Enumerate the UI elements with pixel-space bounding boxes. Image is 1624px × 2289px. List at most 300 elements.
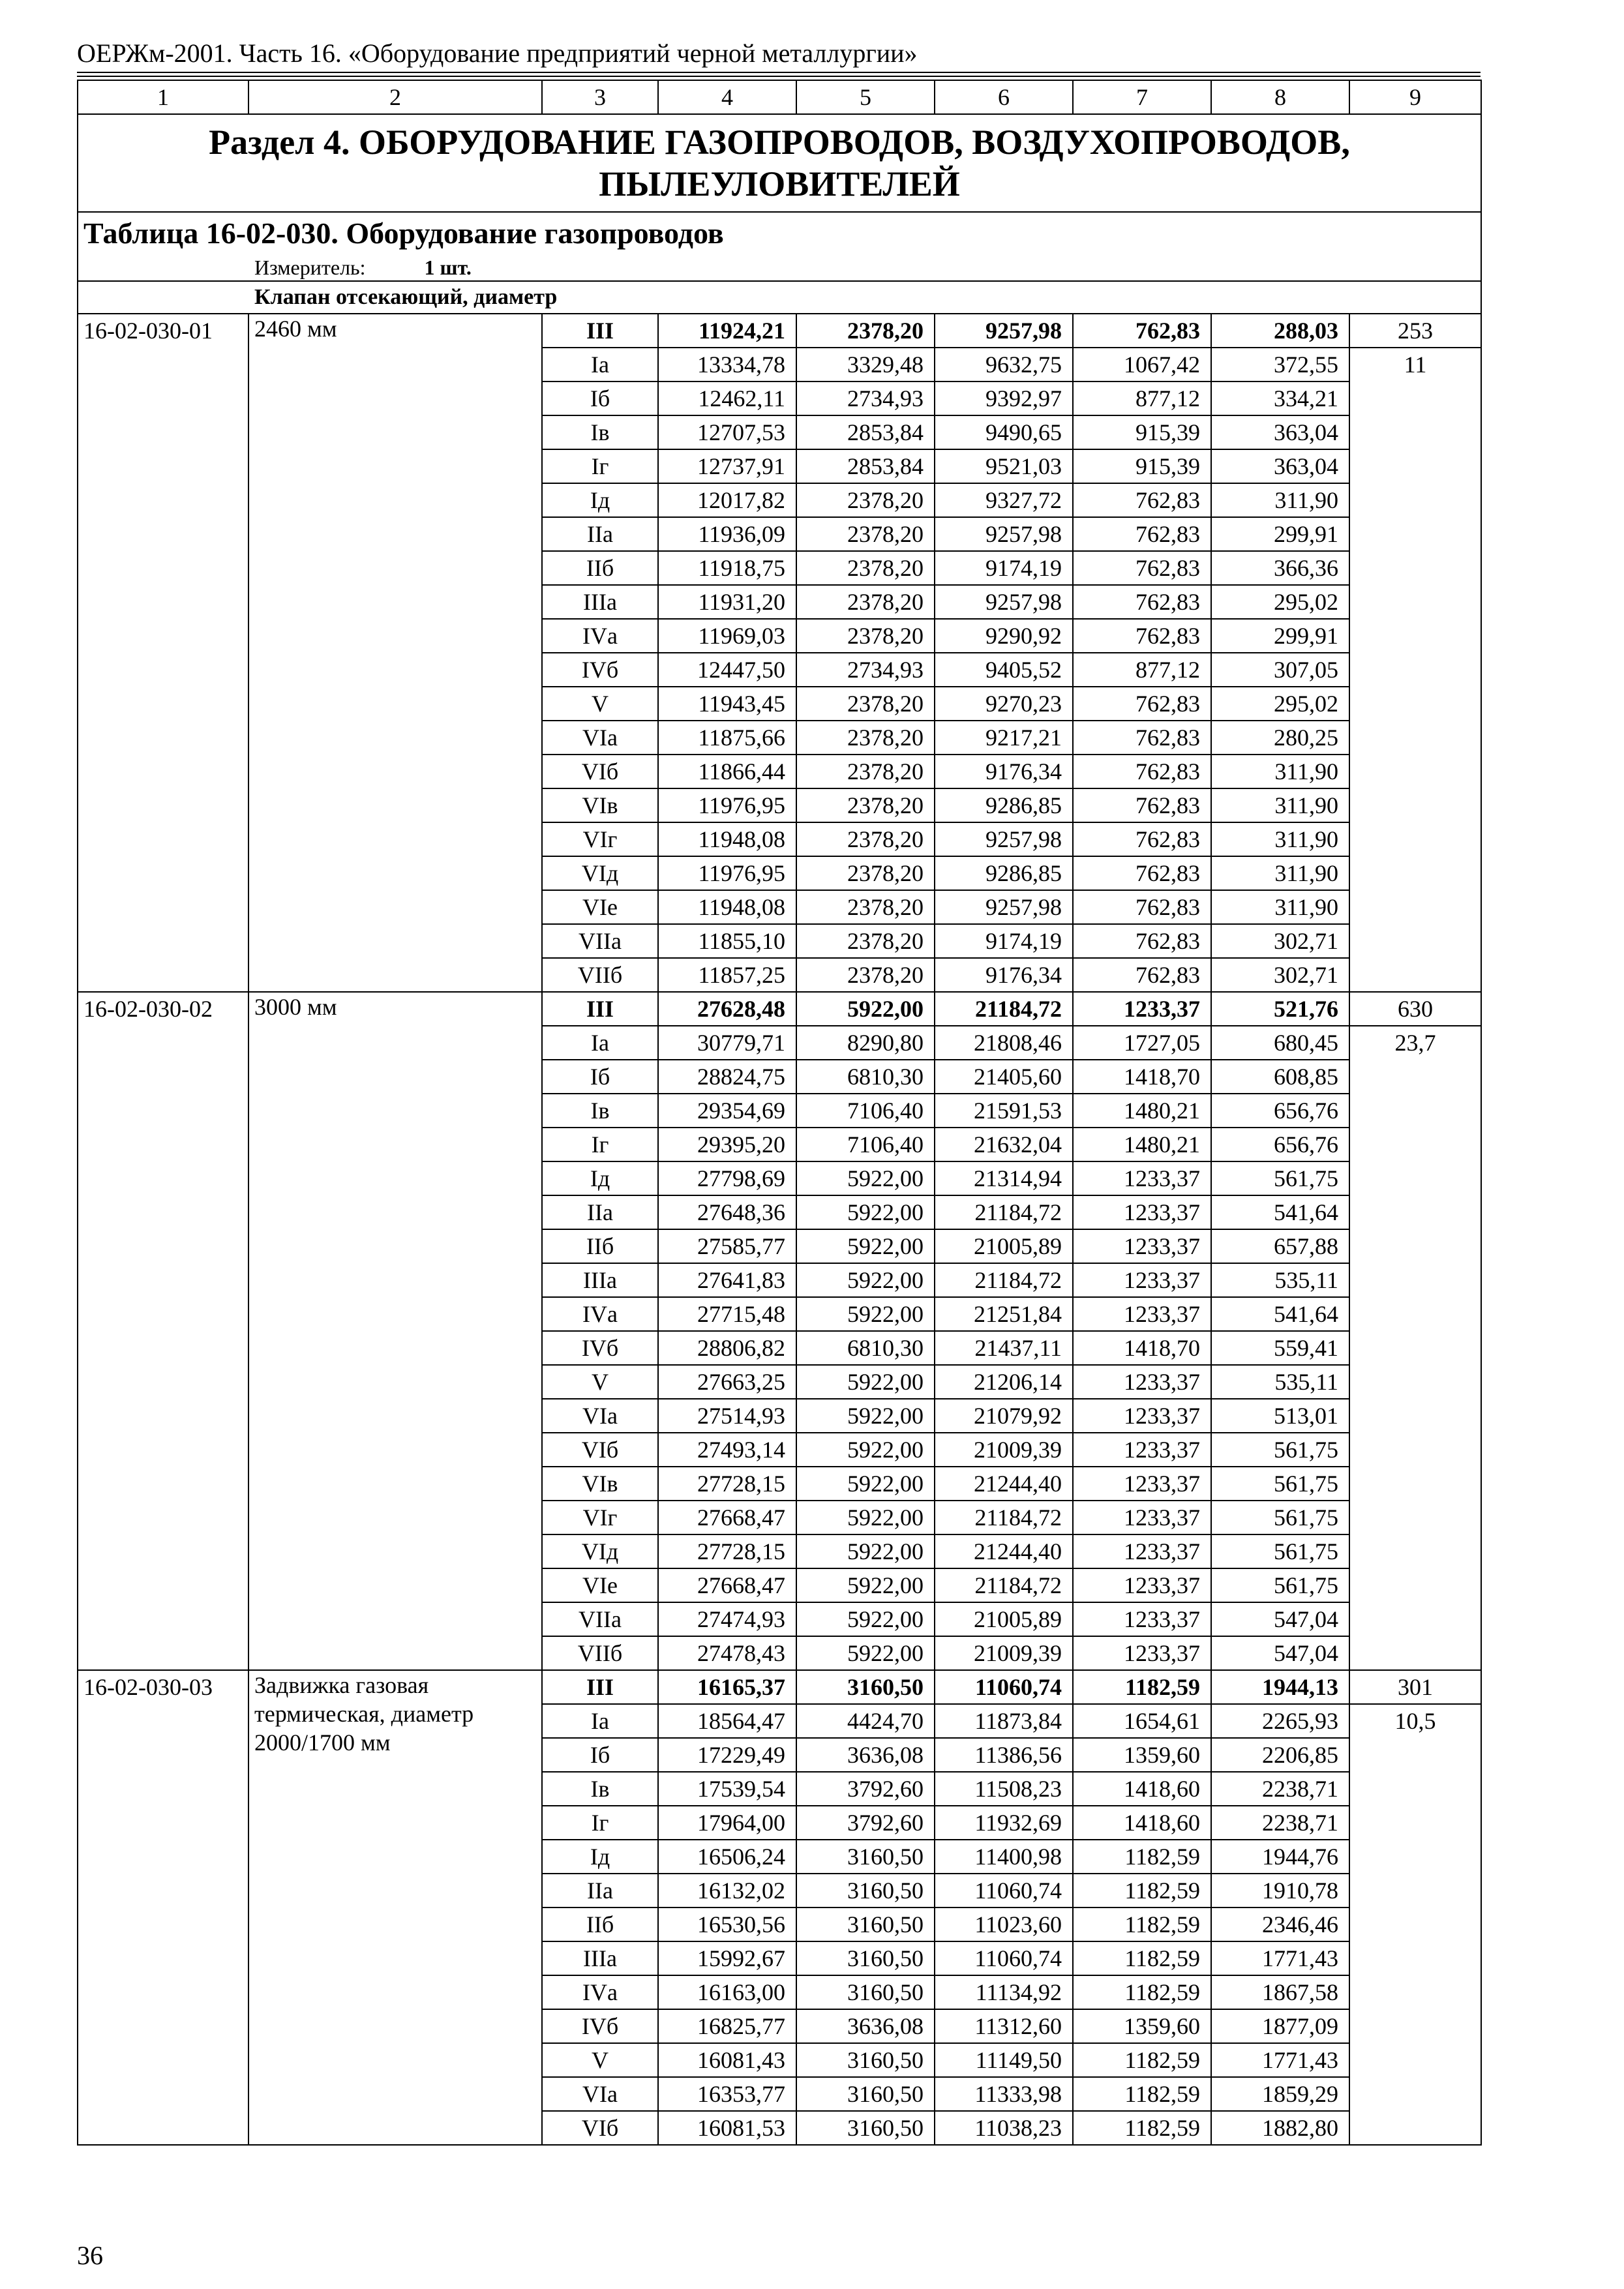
value-cell-col4: 27728,15 xyxy=(658,1467,796,1501)
value-cell-col5: 2378,20 xyxy=(796,822,935,856)
value-cell-col7: 1418,70 xyxy=(1073,1331,1211,1365)
value-cell-col7: 1233,37 xyxy=(1073,1399,1211,1433)
meter-cell xyxy=(78,254,1481,281)
value-cell-col6: 21251,84 xyxy=(935,1297,1073,1331)
region-cell: VIа xyxy=(542,721,658,755)
item-name: 3000 мм xyxy=(248,992,542,1670)
region-cell: IVа xyxy=(542,1297,658,1331)
value-cell-col7: 1182,59 xyxy=(1073,1908,1211,1941)
resource-value: 253 xyxy=(1349,314,1481,348)
item-code: 16-02-030-01 xyxy=(78,314,248,992)
value-cell-col4: 29354,69 xyxy=(658,1094,796,1128)
value-cell-col5: 5922,00 xyxy=(796,1195,935,1229)
value-cell-col4: 11924,21 xyxy=(658,314,796,348)
region-cell: IIа xyxy=(542,1874,658,1908)
region-cell: Iб xyxy=(542,1738,658,1772)
region-cell: VIIа xyxy=(542,924,658,958)
item-code: 16-02-030-02 xyxy=(78,992,248,1670)
value-cell-col5: 2378,20 xyxy=(796,483,935,517)
value-cell-col6: 9290,92 xyxy=(935,619,1073,653)
value-cell-col7: 877,12 xyxy=(1073,382,1211,415)
value-cell-col8: 535,11 xyxy=(1211,1263,1349,1297)
value-cell-col5: 5922,00 xyxy=(796,1433,935,1467)
value-cell-col8: 311,90 xyxy=(1211,788,1349,822)
value-cell-col6: 9392,97 xyxy=(935,382,1073,415)
value-cell-col7: 1418,60 xyxy=(1073,1806,1211,1840)
value-cell-col5: 2378,20 xyxy=(796,958,935,992)
value-cell-col8: 1910,78 xyxy=(1211,1874,1349,1908)
value-cell-col4: 11943,45 xyxy=(658,687,796,721)
value-cell-col4: 27641,83 xyxy=(658,1263,796,1297)
header-rule xyxy=(77,72,1481,73)
value-cell-col6: 11312,60 xyxy=(935,2009,1073,2043)
table-title-row xyxy=(78,212,1481,254)
region-cell: VIIб xyxy=(542,958,658,992)
table-title: Таблица 16-02-030. Оборудование газопроводов xyxy=(78,212,1481,254)
value-cell-col7: 1233,37 xyxy=(1073,1161,1211,1195)
value-cell-col4: 16506,24 xyxy=(658,1840,796,1874)
value-cell-col4: 27474,93 xyxy=(658,1602,796,1636)
value-cell-col4: 27478,43 xyxy=(658,1636,796,1670)
region-cell: VIа xyxy=(542,2077,658,2111)
value-cell-col8: 680,45 xyxy=(1211,1026,1349,1060)
value-cell-col4: 12462,11 xyxy=(658,382,796,415)
value-cell-col6: 11060,74 xyxy=(935,1874,1073,1908)
value-cell-col7: 1359,60 xyxy=(1073,2009,1211,2043)
region-cell: Iа xyxy=(542,348,658,382)
value-cell-col8: 1877,09 xyxy=(1211,2009,1349,2043)
value-cell-col7: 1654,61 xyxy=(1073,1704,1211,1738)
meter-label: Измеритель: xyxy=(254,256,366,279)
value-cell-col5: 6810,30 xyxy=(796,1331,935,1365)
region-cell: IIа xyxy=(542,517,658,551)
value-cell-col7: 1233,37 xyxy=(1073,1602,1211,1636)
column-number-7: 7 xyxy=(1073,80,1211,114)
region-cell: VIд xyxy=(542,1534,658,1568)
value-cell-col8: 559,41 xyxy=(1211,1331,1349,1365)
region-cell: VIв xyxy=(542,788,658,822)
value-cell-col5: 2734,93 xyxy=(796,382,935,415)
value-cell-col7: 762,83 xyxy=(1073,585,1211,619)
value-cell-col7: 1233,37 xyxy=(1073,1467,1211,1501)
value-cell-col6: 11400,98 xyxy=(935,1840,1073,1874)
value-cell-col5: 2378,20 xyxy=(796,755,935,788)
value-cell-col4: 16081,53 xyxy=(658,2111,796,2145)
value-cell-col8: 561,75 xyxy=(1211,1501,1349,1534)
value-cell-col8: 541,64 xyxy=(1211,1195,1349,1229)
region-cell: VIа xyxy=(542,1399,658,1433)
value-cell-col7: 915,39 xyxy=(1073,449,1211,483)
column-number-1: 1 xyxy=(78,80,248,114)
value-cell-col4: 29395,20 xyxy=(658,1128,796,1161)
value-cell-col5: 5922,00 xyxy=(796,992,935,1026)
region-cell: VIг xyxy=(542,1501,658,1534)
value-cell-col4: 11948,08 xyxy=(658,890,796,924)
value-cell-col8: 311,90 xyxy=(1211,755,1349,788)
value-cell-col5: 5922,00 xyxy=(796,1501,935,1534)
value-cell-col7: 1182,59 xyxy=(1073,2077,1211,2111)
value-cell-col7: 1182,59 xyxy=(1073,1840,1211,1874)
column-number-9: 9 xyxy=(1349,80,1481,114)
value-cell-col7: 1182,59 xyxy=(1073,1874,1211,1908)
region-cell: VIб xyxy=(542,755,658,788)
value-cell-col8: 311,90 xyxy=(1211,822,1349,856)
value-cell-col7: 1233,37 xyxy=(1073,1433,1211,1467)
value-cell-col4: 27715,48 xyxy=(658,1297,796,1331)
value-cell-col6: 9257,98 xyxy=(935,517,1073,551)
value-cell-col7: 1182,59 xyxy=(1073,1670,1211,1704)
value-cell-col5: 6810,30 xyxy=(796,1060,935,1094)
value-cell-col7: 762,83 xyxy=(1073,958,1211,992)
value-cell-col5: 3636,08 xyxy=(796,1738,935,1772)
value-cell-col5: 4424,70 xyxy=(796,1704,935,1738)
value-cell-col6: 11149,50 xyxy=(935,2043,1073,2077)
value-cell-col4: 27668,47 xyxy=(658,1501,796,1534)
value-cell-col5: 3329,48 xyxy=(796,348,935,382)
value-cell-col6: 9176,34 xyxy=(935,755,1073,788)
region-cell: Iг xyxy=(542,449,658,483)
value-cell-col6: 21808,46 xyxy=(935,1026,1073,1060)
value-cell-col7: 1359,60 xyxy=(1073,1738,1211,1772)
subheading-row xyxy=(78,281,1481,314)
value-cell-col8: 307,05 xyxy=(1211,653,1349,687)
region-cell: VIIб xyxy=(542,1636,658,1670)
region-cell: IIб xyxy=(542,1908,658,1941)
value-cell-col5: 3160,50 xyxy=(796,2043,935,2077)
value-cell-col8: 280,25 xyxy=(1211,721,1349,755)
value-cell-col4: 16353,77 xyxy=(658,2077,796,2111)
value-cell-col8: 513,01 xyxy=(1211,1399,1349,1433)
value-cell-col8: 547,04 xyxy=(1211,1636,1349,1670)
value-cell-col8: 1859,29 xyxy=(1211,2077,1349,2111)
value-cell-col8: 334,21 xyxy=(1211,382,1349,415)
value-cell-col5: 3160,50 xyxy=(796,1840,935,1874)
value-cell-col4: 28824,75 xyxy=(658,1060,796,1094)
value-cell-col5: 3636,08 xyxy=(796,2009,935,2043)
value-cell-col4: 17229,49 xyxy=(658,1738,796,1772)
value-cell-col8: 1882,80 xyxy=(1211,2111,1349,2145)
value-cell-col6: 11873,84 xyxy=(935,1704,1073,1738)
value-cell-col5: 5922,00 xyxy=(796,1229,935,1263)
value-cell-col6: 21184,72 xyxy=(935,1501,1073,1534)
value-cell-col5: 5922,00 xyxy=(796,1161,935,1195)
value-cell-col7: 1233,37 xyxy=(1073,1263,1211,1297)
value-cell-col6: 9521,03 xyxy=(935,449,1073,483)
value-cell-col4: 27668,47 xyxy=(658,1568,796,1602)
value-cell-col8: 1944,13 xyxy=(1211,1670,1349,1704)
value-cell-col6: 21009,39 xyxy=(935,1636,1073,1670)
value-cell-col4: 18564,47 xyxy=(658,1704,796,1738)
value-cell-col4: 16825,77 xyxy=(658,2009,796,2043)
value-cell-col5: 5922,00 xyxy=(796,1297,935,1331)
value-cell-col4: 12017,82 xyxy=(658,483,796,517)
region-cell: VIг xyxy=(542,822,658,856)
region-cell: V xyxy=(542,2043,658,2077)
value-cell-col6: 9405,52 xyxy=(935,653,1073,687)
value-cell-col7: 762,83 xyxy=(1073,856,1211,890)
region-cell: IIа xyxy=(542,1195,658,1229)
value-cell-col8: 608,85 xyxy=(1211,1060,1349,1094)
value-cell-col8: 302,71 xyxy=(1211,924,1349,958)
value-cell-col8: 656,76 xyxy=(1211,1128,1349,1161)
value-cell-col7: 1727,05 xyxy=(1073,1026,1211,1060)
value-cell-col4: 11969,03 xyxy=(658,619,796,653)
value-cell-col7: 1233,37 xyxy=(1073,1534,1211,1568)
value-cell-col8: 363,04 xyxy=(1211,415,1349,449)
region-cell: IIб xyxy=(542,1229,658,1263)
page-number: 36 xyxy=(77,2241,103,2270)
value-cell-col4: 11918,75 xyxy=(658,551,796,585)
column-number-row xyxy=(78,80,1481,114)
value-cell-col4: 12707,53 xyxy=(658,415,796,449)
value-cell-col8: 288,03 xyxy=(1211,314,1349,348)
value-cell-col8: 311,90 xyxy=(1211,890,1349,924)
value-cell-col7: 1233,37 xyxy=(1073,1195,1211,1229)
value-cell-col6: 9257,98 xyxy=(935,314,1073,348)
value-cell-col6: 21591,53 xyxy=(935,1094,1073,1128)
value-cell-col5: 5922,00 xyxy=(796,1365,935,1399)
value-cell-col5: 2378,20 xyxy=(796,924,935,958)
value-cell-col6: 21405,60 xyxy=(935,1060,1073,1094)
value-cell-col8: 1867,58 xyxy=(1211,1975,1349,2009)
value-cell-col7: 762,83 xyxy=(1073,483,1211,517)
region-cell: III xyxy=(542,992,658,1026)
value-cell-col7: 915,39 xyxy=(1073,415,1211,449)
value-cell-col5: 3792,60 xyxy=(796,1772,935,1806)
value-cell-col5: 2853,84 xyxy=(796,449,935,483)
value-cell-col5: 2853,84 xyxy=(796,415,935,449)
region-cell: Iд xyxy=(542,1161,658,1195)
value-cell-col6: 11932,69 xyxy=(935,1806,1073,1840)
region-cell: III xyxy=(542,1670,658,1704)
value-cell-col5: 3160,50 xyxy=(796,2077,935,2111)
value-cell-col7: 1182,59 xyxy=(1073,2111,1211,2145)
document-header: ОЕРЖм-2001. Часть 16. «Оборудование предприятий черной металлургии» xyxy=(77,38,918,68)
value-cell-col8: 561,75 xyxy=(1211,1467,1349,1501)
region-cell: IVб xyxy=(542,1331,658,1365)
value-cell-col4: 15992,67 xyxy=(658,1941,796,1975)
region-cell: IVб xyxy=(542,653,658,687)
value-cell-col5: 7106,40 xyxy=(796,1094,935,1128)
value-cell-col4: 11976,95 xyxy=(658,856,796,890)
column-number-5: 5 xyxy=(796,80,935,114)
value-cell-col6: 21632,04 xyxy=(935,1128,1073,1161)
column-number-6: 6 xyxy=(935,80,1073,114)
value-cell-col4: 11936,09 xyxy=(658,517,796,551)
value-cell-col7: 1480,21 xyxy=(1073,1094,1211,1128)
value-cell-col8: 561,75 xyxy=(1211,1568,1349,1602)
value-cell-col6: 9176,34 xyxy=(935,958,1073,992)
value-cell-col6: 21005,89 xyxy=(935,1229,1073,1263)
value-cell-col6: 21437,11 xyxy=(935,1331,1073,1365)
value-cell-col6: 9174,19 xyxy=(935,924,1073,958)
value-cell-col5: 2378,20 xyxy=(796,788,935,822)
value-cell-col6: 21314,94 xyxy=(935,1161,1073,1195)
value-cell-col4: 11931,20 xyxy=(658,585,796,619)
value-cell-col5: 2378,20 xyxy=(796,721,935,755)
region-cell: IVб xyxy=(542,2009,658,2043)
value-cell-col7: 1233,37 xyxy=(1073,992,1211,1026)
value-cell-col4: 30779,71 xyxy=(658,1026,796,1060)
value-cell-col6: 21184,72 xyxy=(935,1263,1073,1297)
value-cell-col8: 295,02 xyxy=(1211,687,1349,721)
column-number-8: 8 xyxy=(1211,80,1349,114)
value-cell-col5: 2378,20 xyxy=(796,314,935,348)
value-cell-col8: 366,36 xyxy=(1211,551,1349,585)
value-cell-col8: 372,55 xyxy=(1211,348,1349,382)
value-cell-col8: 1771,43 xyxy=(1211,1941,1349,1975)
value-cell-col8: 1771,43 xyxy=(1211,2043,1349,2077)
region-cell: VIе xyxy=(542,1568,658,1602)
value-cell-col4: 27585,77 xyxy=(658,1229,796,1263)
value-cell-col7: 1233,37 xyxy=(1073,1229,1211,1263)
value-cell-col6: 11023,60 xyxy=(935,1908,1073,1941)
value-cell-col8: 535,11 xyxy=(1211,1365,1349,1399)
value-cell-col5: 3160,50 xyxy=(796,1941,935,1975)
value-cell-col5: 3160,50 xyxy=(796,1908,935,1941)
value-cell-col6: 21244,40 xyxy=(935,1467,1073,1501)
value-cell-col7: 1418,60 xyxy=(1073,1772,1211,1806)
value-cell-col7: 762,83 xyxy=(1073,822,1211,856)
value-cell-col6: 21079,92 xyxy=(935,1399,1073,1433)
table-row xyxy=(78,992,1481,1026)
value-cell-col4: 13334,78 xyxy=(658,348,796,382)
value-cell-col4: 27728,15 xyxy=(658,1534,796,1568)
region-cell: Iв xyxy=(542,1772,658,1806)
value-cell-col4: 27514,93 xyxy=(658,1399,796,1433)
region-cell: IIIа xyxy=(542,1941,658,1975)
value-cell-col8: 363,04 xyxy=(1211,449,1349,483)
value-cell-col6: 11060,74 xyxy=(935,1941,1073,1975)
region-cell: IIб xyxy=(542,551,658,585)
value-cell-col7: 762,83 xyxy=(1073,314,1211,348)
value-cell-col6: 21184,72 xyxy=(935,1195,1073,1229)
value-cell-col4: 16132,02 xyxy=(658,1874,796,1908)
value-cell-col8: 2238,71 xyxy=(1211,1806,1349,1840)
region-cell: Iа xyxy=(542,1704,658,1738)
value-cell-col8: 561,75 xyxy=(1211,1433,1349,1467)
value-cell-col8: 311,90 xyxy=(1211,856,1349,890)
section-title-row xyxy=(78,114,1481,212)
value-cell-col4: 27648,36 xyxy=(658,1195,796,1229)
value-cell-col8: 2265,93 xyxy=(1211,1704,1349,1738)
region-cell: V xyxy=(542,687,658,721)
region-cell: IVа xyxy=(542,1975,658,2009)
value-cell-col4: 11866,44 xyxy=(658,755,796,788)
value-cell-col5: 2378,20 xyxy=(796,551,935,585)
region-cell: VIд xyxy=(542,856,658,890)
value-cell-col5: 3160,50 xyxy=(796,2111,935,2145)
value-cell-col4: 17964,00 xyxy=(658,1806,796,1840)
meter-row xyxy=(78,254,1481,281)
value-cell-col6: 21005,89 xyxy=(935,1602,1073,1636)
value-cell-col6: 9257,98 xyxy=(935,585,1073,619)
value-cell-col4: 27663,25 xyxy=(658,1365,796,1399)
value-cell-col6: 11038,23 xyxy=(935,2111,1073,2145)
value-cell-col4: 17539,54 xyxy=(658,1772,796,1806)
value-cell-col6: 11134,92 xyxy=(935,1975,1073,2009)
region-cell: IVа xyxy=(542,619,658,653)
value-cell-col8: 2346,46 xyxy=(1211,1908,1349,1941)
value-cell-col5: 5922,00 xyxy=(796,1399,935,1433)
resource-value: 630 xyxy=(1349,992,1481,1026)
value-cell-col5: 5922,00 xyxy=(796,1636,935,1670)
value-cell-col7: 762,83 xyxy=(1073,517,1211,551)
region-cell: VIе xyxy=(542,890,658,924)
column-number-2: 2 xyxy=(248,80,542,114)
value-cell-col4: 16530,56 xyxy=(658,1908,796,1941)
value-cell-col6: 21184,72 xyxy=(935,1568,1073,1602)
value-cell-col4: 12447,50 xyxy=(658,653,796,687)
value-cell-col7: 1182,59 xyxy=(1073,2043,1211,2077)
section-title: Раздел 4. ОБОРУДОВАНИЕ ГАЗОПРОВОДОВ, ВОЗДУХОПРОВОДОВ, ПЫЛЕУЛОВИТЕЛЕЙ xyxy=(78,114,1481,212)
value-cell-col8: 302,71 xyxy=(1211,958,1349,992)
value-cell-col4: 16165,37 xyxy=(658,1670,796,1704)
value-cell-col5: 7106,40 xyxy=(796,1128,935,1161)
value-cell-col6: 9174,19 xyxy=(935,551,1073,585)
value-cell-col6: 9257,98 xyxy=(935,890,1073,924)
value-cell-col4: 11857,25 xyxy=(658,958,796,992)
region-cell: IIIа xyxy=(542,1263,658,1297)
value-cell-col6: 11508,23 xyxy=(935,1772,1073,1806)
value-cell-col6: 9327,72 xyxy=(935,483,1073,517)
value-cell-col5: 3160,50 xyxy=(796,1670,935,1704)
value-cell-col4: 11875,66 xyxy=(658,721,796,755)
value-cell-col5: 5922,00 xyxy=(796,1263,935,1297)
value-cell-col5: 5922,00 xyxy=(796,1467,935,1501)
value-cell-col7: 1418,70 xyxy=(1073,1060,1211,1094)
value-cell-col8: 561,75 xyxy=(1211,1534,1349,1568)
region-cell: Iд xyxy=(542,483,658,517)
region-cell: Iб xyxy=(542,1060,658,1094)
value-cell-col7: 1233,37 xyxy=(1073,1365,1211,1399)
column-number-4: 4 xyxy=(658,80,796,114)
value-cell-col7: 762,83 xyxy=(1073,619,1211,653)
value-cell-col7: 762,83 xyxy=(1073,755,1211,788)
region-cell: VIб xyxy=(542,2111,658,2145)
item-code: 16-02-030-03 xyxy=(78,1670,248,2145)
region-cell: V xyxy=(542,1365,658,1399)
value-cell-col7: 762,83 xyxy=(1073,890,1211,924)
value-cell-col6: 9257,98 xyxy=(935,822,1073,856)
table-row xyxy=(78,1670,1481,1704)
region-cell: VIб xyxy=(542,1433,658,1467)
value-cell-col5: 5922,00 xyxy=(796,1534,935,1568)
column-number-3: 3 xyxy=(542,80,658,114)
value-cell-col7: 762,83 xyxy=(1073,687,1211,721)
value-cell-col7: 1182,59 xyxy=(1073,1941,1211,1975)
value-cell-col8: 311,90 xyxy=(1211,483,1349,517)
value-cell-col8: 521,76 xyxy=(1211,992,1349,1026)
value-cell-col5: 3160,50 xyxy=(796,1874,935,1908)
region-cell: Iв xyxy=(542,1094,658,1128)
price-table xyxy=(77,80,1482,2146)
value-cell-col4: 11976,95 xyxy=(658,788,796,822)
value-cell-col5: 2378,20 xyxy=(796,890,935,924)
value-cell-col8: 299,91 xyxy=(1211,517,1349,551)
resource-value-secondary: 11 xyxy=(1349,348,1481,992)
value-cell-col5: 8290,80 xyxy=(796,1026,935,1060)
value-cell-col5: 2378,20 xyxy=(796,856,935,890)
region-cell: Iд xyxy=(542,1840,658,1874)
value-cell-col6: 11386,56 xyxy=(935,1738,1073,1772)
value-cell-col6: 9632,75 xyxy=(935,348,1073,382)
value-cell-col8: 541,64 xyxy=(1211,1297,1349,1331)
value-cell-col4: 12737,91 xyxy=(658,449,796,483)
value-cell-col7: 1480,21 xyxy=(1073,1128,1211,1161)
value-cell-col5: 5922,00 xyxy=(796,1568,935,1602)
value-cell-col6: 9490,65 xyxy=(935,415,1073,449)
